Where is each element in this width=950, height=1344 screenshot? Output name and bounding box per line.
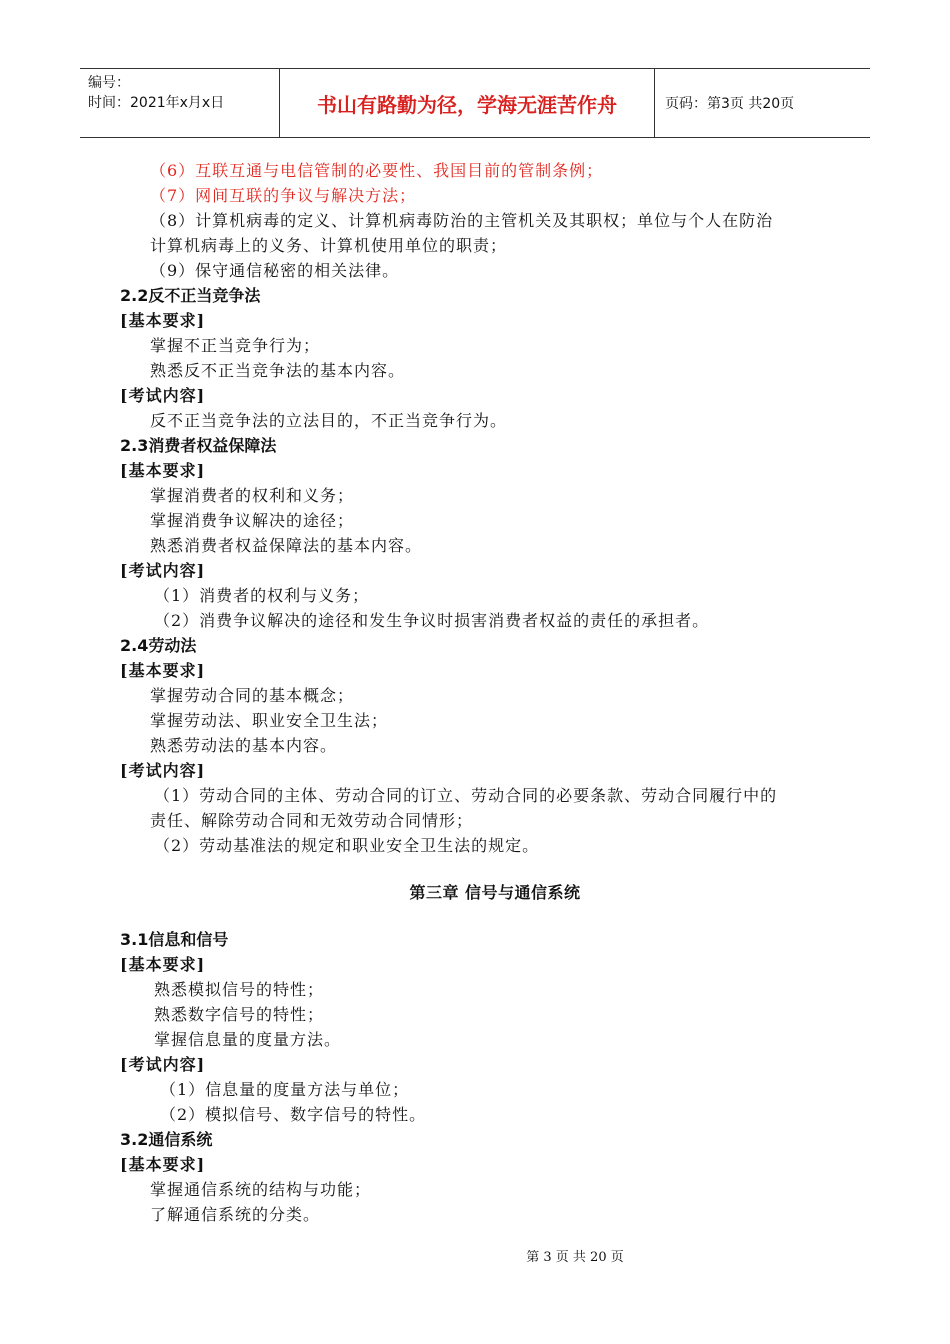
basic-requirements-heading: [基本要求] [120,955,206,974]
list-item: （9）保守通信秘密的相关法律。 [150,261,400,280]
number-label: 编号： [88,75,130,91]
list-item: （1）信息量的度量方法与单位； [160,1080,410,1099]
list-item: 熟悉反不正当竞争法的基本内容。 [150,361,406,380]
exam-content-heading: [考试内容] [120,561,206,580]
page-header [80,68,870,138]
list-item: 反不正当竞争法的立法目的，不正当竞争行为。 [150,411,508,430]
list-item: （2）消费争议解决的途径和发生争议时损害消费者权益的责任的承担者。 [154,611,710,630]
list-item: 计算机病毒上的义务、计算机使用单位的职责； [150,236,508,255]
section-heading: 2.3消费者权益保障法 [120,436,277,455]
footer-page-number: 第 3 页 共 20 页 [526,1250,624,1265]
list-item: 了解通信系统的分类。 [150,1205,321,1224]
list-item: 掌握消费者的权利和义务； [150,486,355,505]
header-page-label: 页码：第3页 共20页 [665,96,795,112]
section-heading: 3.2通信系统 [120,1130,213,1149]
list-item: 掌握信息量的度量方法。 [154,1030,342,1049]
exam-content-heading: [考试内容] [120,1055,206,1074]
list-item: 掌握消费争议解决的途径； [150,511,355,530]
date-label: 时间：2021年x月x日 [88,95,225,111]
list-item: 熟悉数字信号的特性； [154,1005,325,1024]
basic-requirements-heading: [基本要求] [120,1155,206,1174]
header-meta [80,69,280,137]
list-item: （1）劳动合同的主体、劳动合同的订立、劳动合同的必要条款、劳动合同履行中的 [154,786,778,805]
list-item: 熟悉消费者权益保障法的基本内容。 [150,536,423,555]
list-item: 掌握劳动法、职业安全卫生法； [150,711,389,730]
list-item: （2）模拟信号、数字信号的特性。 [160,1105,427,1124]
header-motto: 书山有路勤为径，学海无涯苦作舟 [280,69,655,137]
list-item: 责任、解除劳动合同和无效劳动合同情形； [150,811,474,830]
list-item: （6）互联互通与电信管制的必要性、我国目前的管制条例； [150,161,604,180]
basic-requirements-heading: [基本要求] [120,461,206,480]
list-item: 掌握通信系统的结构与功能； [150,1180,372,1199]
list-item: 熟悉模拟信号的特性； [154,980,325,999]
list-item: 熟悉劳动法的基本内容。 [150,736,338,755]
list-item: 掌握不正当竞争行为； [150,336,321,355]
list-item: （2）劳动基准法的规定和职业安全卫生法的规定。 [154,836,540,855]
chapter-title: 第三章 信号与通信系统 [409,883,581,902]
section-heading: 2.4劳动法 [120,636,197,655]
section-heading: 3.1信息和信号 [120,930,229,949]
exam-content-heading: [考试内容] [120,386,206,405]
list-item: （7）网间互联的争议与解决方法； [150,186,417,205]
basic-requirements-heading: [基本要求] [120,311,206,330]
document-body [120,158,870,1227]
section-heading: 2.2反不正当竞争法 [120,286,261,305]
exam-content-heading: [考试内容] [120,761,206,780]
list-item: （1）消费者的权利与义务； [154,586,370,605]
page-footer [0,1246,950,1265]
list-item: 掌握劳动合同的基本概念； [150,686,355,705]
list-item: （8）计算机病毒的定义、计算机病毒防治的主管机关及其职权；单位与个人在防治 [150,211,774,230]
basic-requirements-heading: [基本要求] [120,661,206,680]
